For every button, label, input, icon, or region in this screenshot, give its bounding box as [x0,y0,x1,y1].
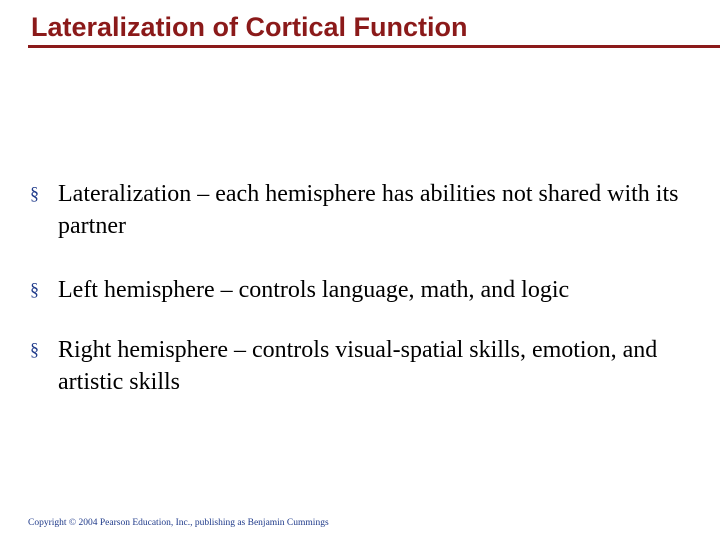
bullet-item-left-hemisphere [30,274,710,306]
bullet-item-lateralization [30,178,710,242]
bullet-item-right-hemisphere [30,334,710,398]
bullet-text: Left hemisphere – controls language, math, and logic [58,277,570,303]
copyright-notice: Copyright © 2004 Pearson Education, Inc., publishing as Benjamin Cummings [28,518,329,528]
bullet-marker-icon: § [30,183,39,203]
bullet-marker-icon: § [30,339,39,359]
bullet-marker-icon: § [30,279,39,299]
title-underline [28,45,720,48]
slide-title: Lateralization of Cortical Function [31,12,468,42]
bullet-text: Right hemisphere – controls visual-spatial skills, emotion, and artistic skills [58,337,658,395]
bullet-text: Lateralization – each hemisphere has abilities not shared with its partner [58,181,679,239]
